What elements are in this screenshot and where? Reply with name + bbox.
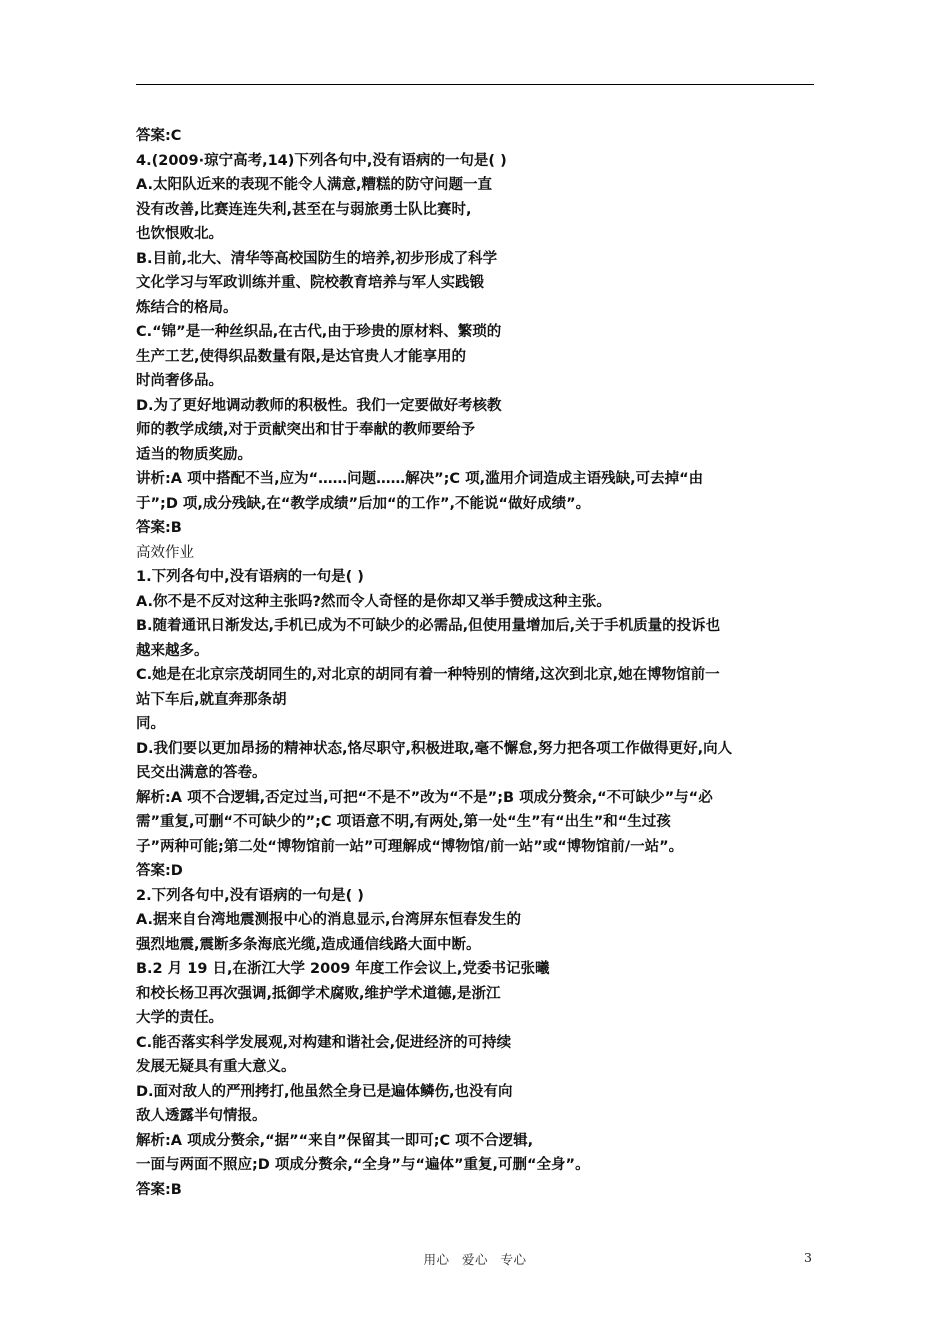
text-line: 子”两种可能;第二处“博物馆前一站”可理解成“博物馆/前一站”或“博物馆前/一站”。	[136, 838, 684, 855]
header-rule	[136, 84, 814, 85]
document-body	[136, 124, 816, 1202]
text-line: 大学的责任。	[136, 1010, 223, 1026]
text-line: 答案:D	[136, 863, 183, 879]
text-line: 适当的物质奖励。	[136, 446, 252, 463]
text-line: 强烈地震,震断多条海底光缆,造成通信线路大面中断。	[136, 936, 481, 953]
text-line: 没有改善,比赛连连失利,甚至在与弱旅勇士队比赛时,	[136, 201, 472, 218]
text-line: 同。	[136, 716, 165, 732]
text-line: 答案:B	[136, 1181, 182, 1198]
text-line: 解析:A 项不合逻辑,否定过当,可把“不是不”改为“不是”;B 项成分赘余,“不可缺少”与“必	[136, 789, 713, 806]
text-line: 文化学习与军政训练并重、院校教育培养与军人实践锻	[136, 275, 484, 291]
text-line: A.据来自台湾地震测报中心的消息显示,台湾屏东恒春发生的	[136, 912, 522, 928]
text-line: 解析:A 项成分赘余,“据”“来自”保留其一即可;C 项不合逻辑,	[136, 1132, 534, 1149]
text-line: C.“锦”是一种丝织品,在古代,由于珍贵的原材料、繁琐的	[136, 324, 502, 340]
text-line: 2.下列各句中,没有语病的一句是( )	[136, 887, 364, 904]
text-line: 1.下列各句中,没有语病的一句是( )	[136, 569, 364, 585]
text-line: 也饮恨败北。	[136, 226, 223, 242]
text-line: 和校长杨卫再次强调,抵御学术腐败,维护学术道德,是浙江	[136, 985, 501, 1002]
text-line: 越来越多。	[136, 642, 209, 659]
text-line: 发展无疑具有重大意义。	[136, 1059, 296, 1075]
text-line: A.太阳队近来的表现不能令人满意,糟糕的防守问题一直	[136, 177, 493, 193]
text-line: B.目前,北大、清华等高校国防生的培养,初步形成了科学	[136, 250, 498, 267]
text-line: C.能否落实科学发展观,对构建和谐社会,促进经济的可持续	[136, 1034, 512, 1051]
text-line: B.随着通讯日渐发达,手机已成为不可缺少的必需品,但使用量增加后,关于手机质量的投诉也	[136, 618, 721, 634]
text-line: 站下车后,就直奔那条胡	[136, 691, 287, 708]
text-line: 讲析:A 项中搭配不当,应为“……问题……解决”;C 项,滥用介词造成主语残缺,可去掉“由	[136, 471, 704, 487]
text-line: 需”重复,可删“不可缺少的”;C 项语意不明,有两处,第一处“生”有“出生”和“生过孩	[136, 814, 671, 830]
text-line: D.我们要以更加昂扬的精神状态,恪尽职守,积极进取,毫不懈怠,努力把各项工作做得更好,向人	[136, 740, 733, 757]
text-line: 民交出满意的答卷。	[136, 765, 267, 781]
text-line: 于”;D 项,成分残缺,在“教学成绩”后加“的工作”,不能说“做好成绩”。	[136, 495, 591, 512]
text-line: 生产工艺,使得织品数量有限,是达官贵人才能享用的	[136, 348, 467, 365]
text-line: 师的教学成绩,对于贡献突出和甘于奉献的教师要给予	[136, 422, 476, 438]
text-line: 答案:B	[136, 520, 182, 536]
text-line: 时尚奢侈品。	[136, 373, 223, 389]
text-line: A.你不是不反对这种主张吗?然而令人奇怪的是你却又举手赞成这种主张。	[136, 593, 611, 610]
text-line: 一面与两面不照应;D 项成分赘余,“全身”与“遍体”重复,可删“全身”。	[136, 1157, 590, 1173]
footer-slogan: 用心 爱心 专心	[423, 1252, 527, 1267]
page-number: 3	[804, 1250, 812, 1265]
text-line: B.2 月 19 日,在浙江大学 2009 年度工作会议上,党委书记张曦	[136, 961, 550, 977]
text-line: D.为了更好地调动教师的积极性。我们一定要做好考核教	[136, 397, 502, 414]
text-line: 4.(2009·琼宁高考,14)下列各句中,没有语病的一句是( )	[136, 152, 507, 169]
text-line: C.她是在北京宗茂胡同生的,对北京的胡同有着一种特别的情绪,这次到北京,她在博物馆前一	[136, 667, 720, 683]
text-line: 敌人透露半句情报。	[136, 1108, 267, 1124]
text-line: 高效作业	[136, 544, 194, 561]
text-line: 答案:C	[136, 128, 182, 144]
text-line: D.面对敌人的严刑拷打,他虽然全身已是遍体鳞伤,也没有向	[136, 1083, 513, 1100]
text-line: 炼结合的格局。	[136, 299, 238, 316]
